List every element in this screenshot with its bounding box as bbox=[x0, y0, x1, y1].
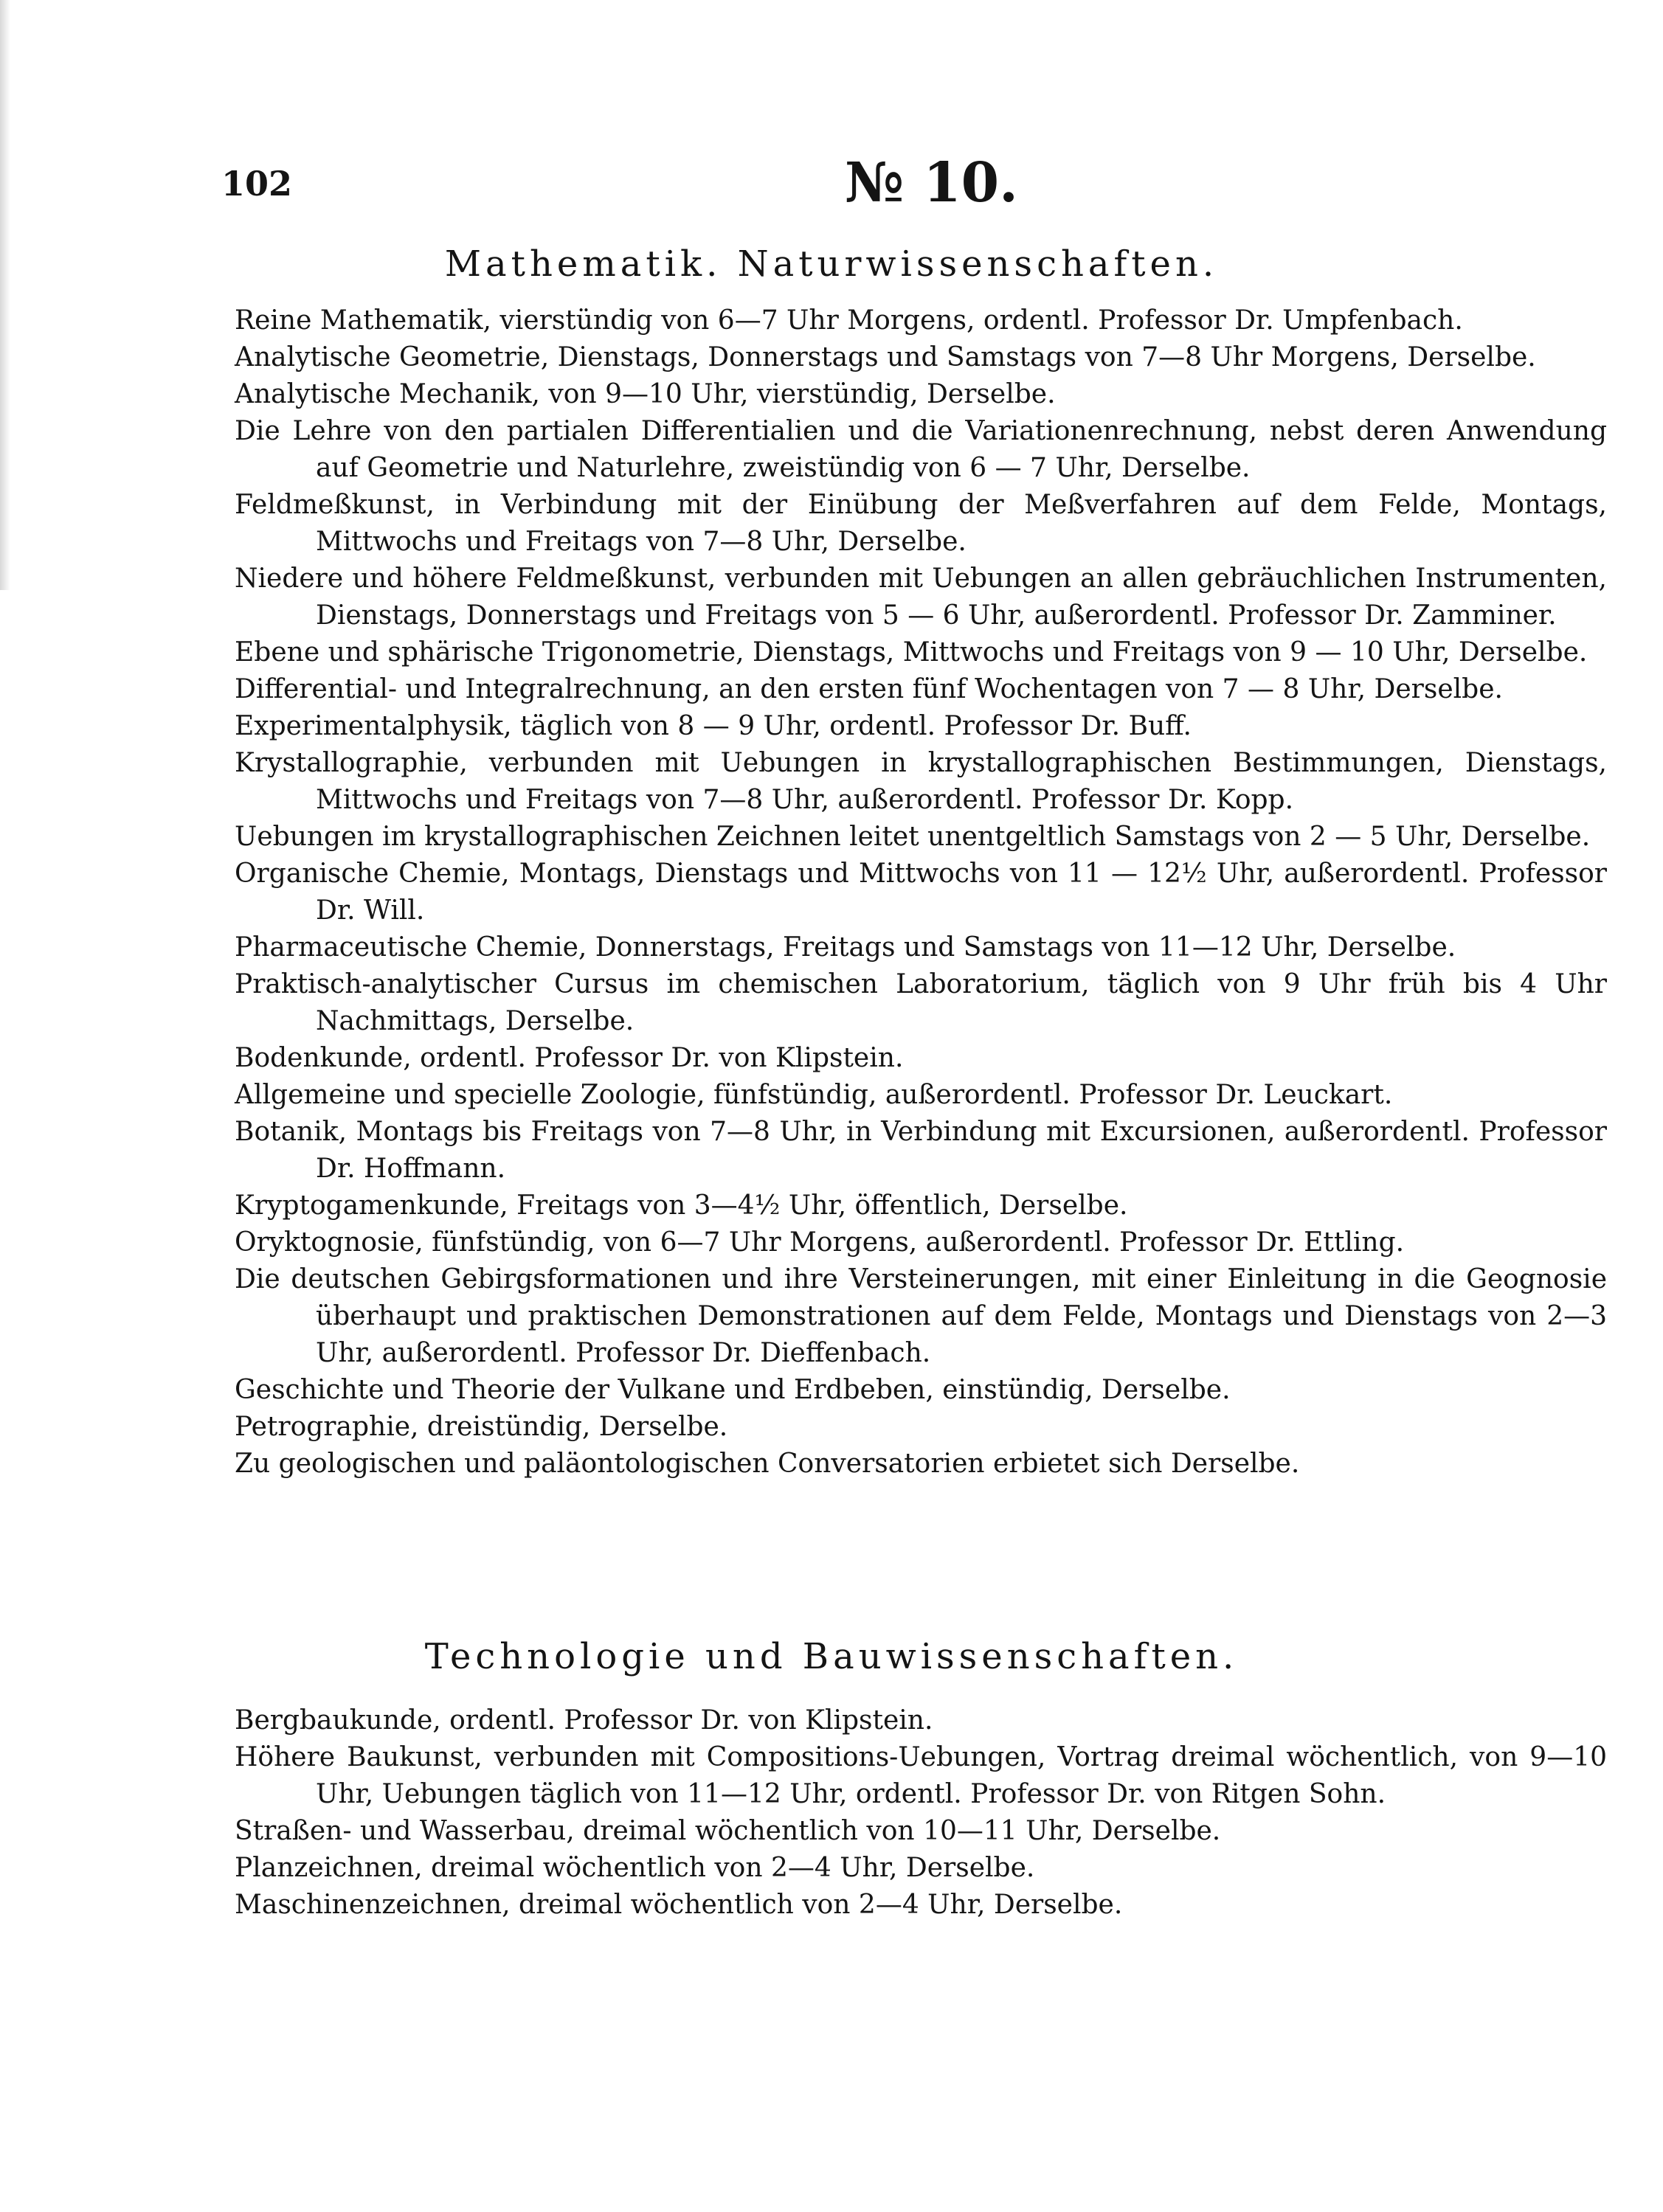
course-entry: Die Lehre von den partialen Differentialien und die Variationenrechnung, nebst deren Anwendung auf Geometrie und Naturlehre, zweistündig von 6 — 7 Uhr, Derselbe. bbox=[235, 416, 1607, 483]
course-entry: Feldmeßkunst, in Verbindung mit der Einübung der Meßverfahren auf dem Felde, Montags, Mittwochs und Freitags von 7—8 Uhr, Derselbe. bbox=[235, 490, 1607, 557]
course-entry: Straßen- und Wasserbau, dreimal wöchentlich von 10—11 Uhr, Derselbe. bbox=[235, 1816, 1221, 1846]
course-entry: Oryktognosie, fünfstündig, von 6—7 Uhr Morgens, außerordentl. Professor Dr. Ettling. bbox=[235, 1227, 1405, 1258]
course-entry: Planzeichnen, dreimal wöchentlich von 2—4 Uhr, Derselbe. bbox=[235, 1853, 1035, 1883]
course-entry: Bodenkunde, ordentl. Professor Dr. von Klipstein. bbox=[235, 1043, 904, 1073]
course-list-technology bbox=[235, 1702, 1607, 1924]
course-entry: Höhere Baukunst, verbunden mit Compositions-Uebungen, Vortrag dreimal wöchentlich, von 9—10 Uhr, Uebungen täglich von 11—12 Uhr, ordentl. Professor Dr. von Ritgen Sohn. bbox=[235, 1742, 1607, 1809]
course-entry: Differential- und Integralrechnung, an den ersten fünf Wochentagen von 7 — 8 Uhr, Derselbe. bbox=[235, 674, 1503, 704]
course-entry: Analytische Mechanik, von 9—10 Uhr, vierstündig, Derselbe. bbox=[235, 379, 1056, 409]
course-entry: Uebungen im krystallographischen Zeichnen leitet unentgeltlich Samstags von 2 — 5 Uhr, Derselbe. bbox=[235, 822, 1591, 852]
course-entry: Niedere und höhere Feldmeßkunst, verbunden mit Uebungen an allen gebräuchlichen Instrumenten, Dienstags, Donnerstags und Freitags von 5 — 6 Uhr, außerordentl. Professor Dr. Zamminer. bbox=[235, 564, 1607, 631]
course-entry: Reine Mathematik, vierstündig von 6—7 Uhr Morgens, ordentl. Professor Dr. Umpfenbach. bbox=[235, 305, 1463, 336]
course-entry: Krystallographie, verbunden mit Uebungen in krystallographischen Bestimmungen, Dienstags, Mittwochs und Freitags von 7—8 Uhr, außerordentl. Professor Dr. Kopp. bbox=[235, 748, 1607, 815]
course-entry: Pharmaceutische Chemie, Donnerstags, Freitags und Samstags von 11—12 Uhr, Derselbe. bbox=[235, 932, 1456, 963]
course-entry: Organische Chemie, Montags, Dienstags und Mittwochs von 11 — 12½ Uhr, außerordentl. Professor Dr. Will. bbox=[235, 859, 1607, 926]
course-entry: Maschinenzeichnen, dreimal wöchentlich von 2—4 Uhr, Derselbe. bbox=[235, 1890, 1123, 1920]
issue-number: № 10. bbox=[845, 151, 1018, 215]
course-entry: Zu geologischen und paläontologischen Conversatorien erbietet sich Derselbe. bbox=[235, 1449, 1300, 1479]
course-entry: Allgemeine und specielle Zoologie, fünfstündig, außerordentl. Professor Dr. Leuckart. bbox=[235, 1080, 1393, 1110]
course-entry: Bergbaukunde, ordentl. Professor Dr. von Klipstein. bbox=[235, 1705, 933, 1736]
course-entry: Die deutschen Gebirgsformationen und ihre Versteinerungen, mit einer Einleitung in die Geognosie überhaupt und praktischen Demonstrationen auf dem Felde, Montags und Dienstags von 2—3 Uhr, außerordentl. Professor Dr. Dieffenbach. bbox=[235, 1264, 1607, 1368]
course-entry: Experimentalphysik, täglich von 8 — 9 Uhr, ordentl. Professor Dr. Buff. bbox=[235, 711, 1192, 741]
course-entry: Ebene und sphärische Trigonometrie, Dienstags, Mittwochs und Freitags von 9 — 10 Uhr, Derselbe. bbox=[235, 637, 1588, 668]
course-entry: Kryptogamenkunde, Freitags von 3—4½ Uhr, öffentlich, Derselbe. bbox=[235, 1190, 1128, 1221]
section-title-technology: Technologie und Bauwissenschaften. bbox=[424, 1636, 1239, 1677]
course-entry: Botanik, Montags bis Freitags von 7—8 Uhr, in Verbindung mit Excursionen, außerordentl. Professor Dr. Hoffmann. bbox=[235, 1117, 1607, 1184]
course-list-mathematics bbox=[235, 302, 1607, 1483]
section-title-mathematics: Mathematik. Naturwissenschaften. bbox=[444, 243, 1219, 285]
course-entry: Petrographie, dreistündig, Derselbe. bbox=[235, 1412, 728, 1442]
course-entry: Geschichte und Theorie der Vulkane und Erdbeben, einstündig, Derselbe. bbox=[235, 1375, 1231, 1405]
course-entry: Analytische Geometrie, Dienstags, Donnerstags und Samstags von 7—8 Uhr Morgens, Derselbe. bbox=[235, 342, 1536, 372]
course-entry: Praktisch-analytischer Cursus im chemischen Laboratorium, täglich von 9 Uhr früh bis 4 Uhr Nachmittags, Derselbe. bbox=[235, 969, 1607, 1036]
scan-edge bbox=[0, 0, 10, 590]
page-number: 102 bbox=[221, 164, 293, 204]
